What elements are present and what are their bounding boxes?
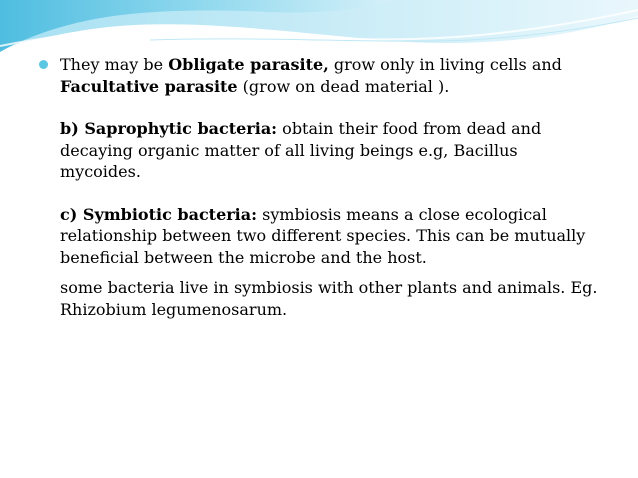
term-facultative-parasite: Facultative parasite — [60, 76, 238, 96]
spacer — [38, 97, 598, 118]
text-segment: some bacteria live in symbiosis with other plants and animals. Eg. Rhizobium legumenosarum. — [60, 278, 598, 319]
paragraph-saprophytic-bacteria — [38, 118, 598, 183]
bullet-dot-icon — [39, 60, 48, 69]
text-segment: grow only in living cells and — [328, 55, 562, 74]
spacer — [38, 268, 598, 277]
term-obligate-parasite: Obligate parasite, — [168, 55, 329, 74]
heading-symbiotic-bacteria: c) Symbiotic bacteria: — [60, 204, 258, 224]
paragraph-symbiosis-example — [38, 277, 598, 320]
text-segment: symbiosis means a close ecological relationship between two different species. This can be mutually beneficial between the microbe and the host. — [60, 204, 586, 267]
bullet-paragraph-parasite-types — [38, 54, 598, 97]
slide-body — [38, 54, 598, 320]
text-segment: They may be — [60, 55, 169, 74]
spacer — [38, 183, 598, 204]
header-wave-decoration — [0, 0, 638, 62]
heading-saprophytic-bacteria: b) Saprophytic bacteria: — [60, 119, 278, 138]
text-segment: (grow on dead material ). — [237, 76, 450, 96]
text-segment: obtain their food from dead and decaying organic matter of all living beings e.g, Bacillus mycoides. — [60, 119, 542, 181]
paragraph-symbiotic-bacteria — [38, 204, 598, 269]
